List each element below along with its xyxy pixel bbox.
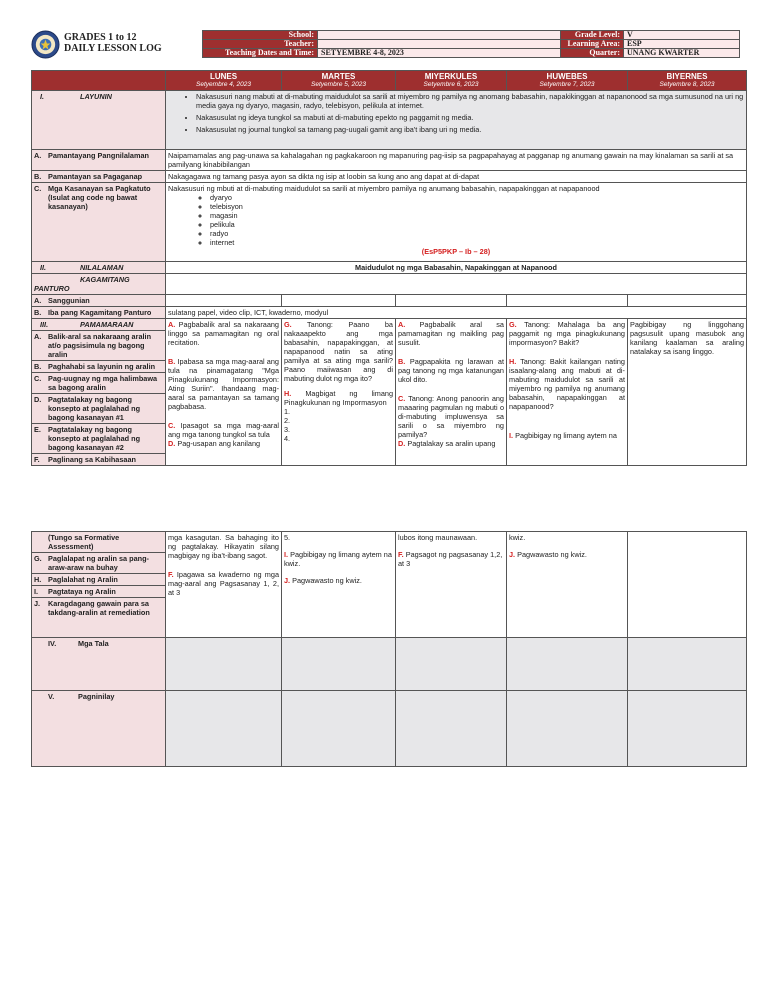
school-field[interactable] <box>318 31 561 40</box>
step-label-i: I. Pagtataya ng Aralin <box>32 586 166 598</box>
huwebes-procedure: G. Tanong: Mahalaga ba ang paggamit ng mga pinagkukunang impormasyon? Bakit? H. Tanong: Bakit kailangan nating isaalang-alang ang mabuti at di-mabuting maidudulot sa sarili at miyembro ng pamilya ng anumang babasahin, napapakinggan at napapanood? I. Pagbibigay ng limang aytem na <box>507 319 628 466</box>
pamantayang-pangnilalaman-content: Naipamamalas ang pag-unawa sa kahalagahan ng pagkakaroon ng mapanuring pag-iisip sa pagpapahayag at pagganap ng anumang gawain na may kinalaman sa sarili at sa pamilyang kinabibilangan <box>166 150 747 171</box>
sanggunian-cell <box>628 295 747 307</box>
biyernes-procedure: Pagbibigay ng linggohang pagsusulit upang masubok ang kanilang kaalaman sa araling natalakay sa isang linggo. <box>628 319 747 466</box>
step-label-f: F. Paglinang sa Kabihasaan <box>32 454 166 466</box>
pagninilay-cell[interactable] <box>628 691 747 767</box>
miyerkules-procedure-cont: lubos itong maunawaan. F. Pagsagot ng pagsasanay 1,2, at 3 <box>396 532 507 638</box>
grade-level-field[interactable]: V <box>624 31 740 40</box>
step-label-a: A. Balik-aral sa nakaraang aralin at/o pagsisimula ng bagong aralin <box>32 331 166 361</box>
step-label-j: J. Karagdagang gawain para sa takdang-aralin at remediation <box>32 598 166 638</box>
day-header-martes: MARTES Setyembre 5, 2023 <box>282 71 396 91</box>
media-item: ◦ radyo <box>210 229 744 238</box>
tala-cell[interactable] <box>507 638 628 691</box>
pagninilay-cell[interactable] <box>282 691 396 767</box>
day-header-biyernes: BIYERNES Setyembre 8, 2023 <box>628 71 747 91</box>
pamantayan-sa-pagaganap-content: Nakagagawa ng tamang pasya ayon sa dikta ng isip at loobin sa kung ano ang dapat at di-dapat <box>166 171 747 183</box>
media-item: ◦ telebisyon <box>210 202 744 211</box>
day-header-miyerkules: MIYERKULES Setyembre 6, 2023 <box>396 71 507 91</box>
pamamaraan-label: III. PAMAMARAAN <box>32 319 166 331</box>
media-item: ◦ pelikula <box>210 220 744 229</box>
layunin-content <box>166 91 747 150</box>
media-list <box>198 193 744 247</box>
pamantayan-sa-pagaganap-label: B. Pamantayan sa Pagaganap <box>32 171 166 183</box>
corner-cell <box>32 71 166 91</box>
miyerkules-procedure: A. Pagbabalik aral sa pamamagitan ng maikling pag susulit. B. Pagpapakita ng larawan at pag tanong ng mga katanungan ukol dito. C. Tanong: Anong panoorin ang maaaring pagmulan ng mabuti o di-mabuting impluwensya sa sarili o sa miyembro ng pamilya? D. Pagtalakay sa aralin upang <box>396 319 507 466</box>
pagninilay-cell[interactable] <box>166 691 282 767</box>
sanggunian-cell <box>282 295 396 307</box>
lesson-log-table <box>31 70 747 466</box>
iba-pang-kagamitan-content: sulatang papel, video clip, ICT, kwaderno, modyul <box>166 307 747 319</box>
lunes-procedure: A. Pagbabalik aral sa nakaraang linggo sa pamamagitan ng oral recitation. B. Ipabasa sa mga mag-aaral ang tula na pinamagatang "Mga Pinagkukunang Impormasyon: Ating Suriin". Ihandaang mag-aaral sa pamantayan sa tamang pagbabasa. C. Ipasagot sa mga mag-aaral ang mga tanong tungkol sa tula D. Pag-usapan ang kanilang <box>166 319 282 466</box>
sanggunian-cell <box>166 295 282 307</box>
grade-level-label: Grade Level: <box>561 31 624 40</box>
pagninilay-label: V. Pagninilay <box>32 691 166 767</box>
quarter-label: Quarter: <box>561 49 624 58</box>
pagninilay-cell[interactable] <box>396 691 507 767</box>
dates-field[interactable]: SETYEMBRE 4-8, 2023 <box>318 49 561 58</box>
teacher-label: Teacher: <box>203 40 318 49</box>
kagamitang-panturo-label: KAGAMITANG PANTURO <box>32 274 166 295</box>
sanggunian-cell <box>507 295 628 307</box>
competency-code: (EsP5PKP – Ib – 28) <box>421 247 491 256</box>
huwebes-procedure-cont: kwiz. J. Pagwawasto ng kwiz. <box>507 532 628 638</box>
pamantayang-pangnilalaman-label: A. Pamantayang Pangnilalaman <box>32 150 166 171</box>
iba-pang-kagamitan-label: B. Iba pang Kagamitang Panturo <box>32 307 166 319</box>
page-header <box>31 30 746 60</box>
learning-area-label: Learning Area: <box>561 40 624 49</box>
tala-cell[interactable] <box>282 638 396 691</box>
pagninilay-cell[interactable] <box>507 691 628 767</box>
lunes-procedure-cont: mga kasagutan. Sa bahaging ito ng pagtalakay. Hikayatin silang magbigay ng iba't-ibang sagot. F. Ipagawa sa kwaderno ng mga mag-aaral ang Pagsasanay 1, 2, at 3 <box>166 532 282 638</box>
martes-procedure-cont: 5. I. Pagbibigay ng limang aytem na kwiz. J. Pagwawasto ng kwiz. <box>282 532 396 638</box>
nilalaman-label: II. NILALAMAN <box>32 262 166 274</box>
step-label-c: C. Pag-uugnay ng mga halimbawa sa bagong aralin <box>32 373 166 394</box>
biyernes-procedure-cont <box>628 532 747 638</box>
mga-tala-label: IV. Mga Tala <box>32 638 166 691</box>
media-item: ◦ dyaryo <box>210 193 744 202</box>
dates-label: Teaching Dates and Time: <box>203 49 318 58</box>
kagamitang-panturo-content <box>166 274 747 295</box>
nilalaman-content: Maidudulot ng mga Babasahin, Napakinggan at Napanood <box>166 262 747 274</box>
objective-item: • Nakasusulat ng journal tungkol sa tamang pag-uugali gamit ang iba't ibang uri ng media. <box>196 125 744 134</box>
media-item: ◦ internet <box>210 238 744 247</box>
quarter-field[interactable]: UNANG KWARTER <box>624 49 740 58</box>
kasanayan-content <box>166 183 747 262</box>
tala-cell[interactable] <box>396 638 507 691</box>
sanggunian-label: A. Sanggunian <box>32 295 166 307</box>
grades-title: GRADES 1 to 12 <box>64 32 137 43</box>
objective-item: • Nakasusuri nang mabuti at di-mabuting maidudulot sa sarili at miyembro ng pamilya ng anomang babasahin, napakikinggan at napanonood sa mga sumusunod na uri ng media gaya ng dyaryo, magasin, radyo, telebisyon, pelikula at internet. <box>196 92 744 110</box>
step-label-b: B. Paghahabi sa layunin ng aralin <box>32 361 166 373</box>
learning-area-field[interactable]: ESP <box>624 40 740 49</box>
step-label-e: E. Pagtatalakay ng bagong konsepto at paglalahad ng bagong kasanayan #2 <box>32 424 166 454</box>
step-label-d: D. Pagtatalakay ng bagong konsepto at paglalahad ng bagong kasanayan #1 <box>32 394 166 424</box>
formative-assessment-label: (Tungo sa Formative Assessment) <box>32 532 166 553</box>
tala-cell[interactable] <box>628 638 747 691</box>
step-label-h: H. Paglalahat ng Aralin <box>32 574 166 586</box>
objective-item: • Nakasusulat ng ideya tungkol sa mabuti at di-mabuting epekto ng paggamit ng media. <box>196 113 744 122</box>
lesson-log-table-continued <box>31 531 747 767</box>
layunin-label: I. LAYUNIN <box>32 91 166 150</box>
sanggunian-cell <box>396 295 507 307</box>
header-info-table <box>202 30 740 58</box>
dll-title: DAILY LESSON LOG <box>64 43 162 54</box>
martes-procedure: G. Tanong: Paano ba nakaaapekto ang mga babasahin, napapakinggan, at napapanood natin sa ating pamilya at sa ating mga sarili? Paano maiiwasan ang di mabuting dulot ng mga ito? H. Magbigat ng limang Pinagkukunan ng Impormasyon 1. 2. 3. 4. <box>282 319 396 466</box>
media-item: ◦ magasin <box>210 211 744 220</box>
day-header-huwebes: HUWEBES Setyembre 7, 2023 <box>507 71 628 91</box>
step-label-g: G. Paglalapat ng aralin sa pang-araw-araw na buhay <box>32 553 166 574</box>
kasanayan-text: Nakasusuri ng mbuti at di-mabuting maidudulot sa sarili at miyembro pamilya ng anumang babasahin, napapakinggan at napapanood <box>168 184 600 193</box>
school-label: School: <box>203 31 318 40</box>
kasanayan-label: C. Mga Kasanayan sa Pagkatuto (Isulat ang code ng bawat kasanayan) <box>32 183 166 262</box>
deped-seal-icon <box>31 30 60 59</box>
day-header-lunes: LUNES Setyembre 4, 2023 <box>166 71 282 91</box>
tala-cell[interactable] <box>166 638 282 691</box>
